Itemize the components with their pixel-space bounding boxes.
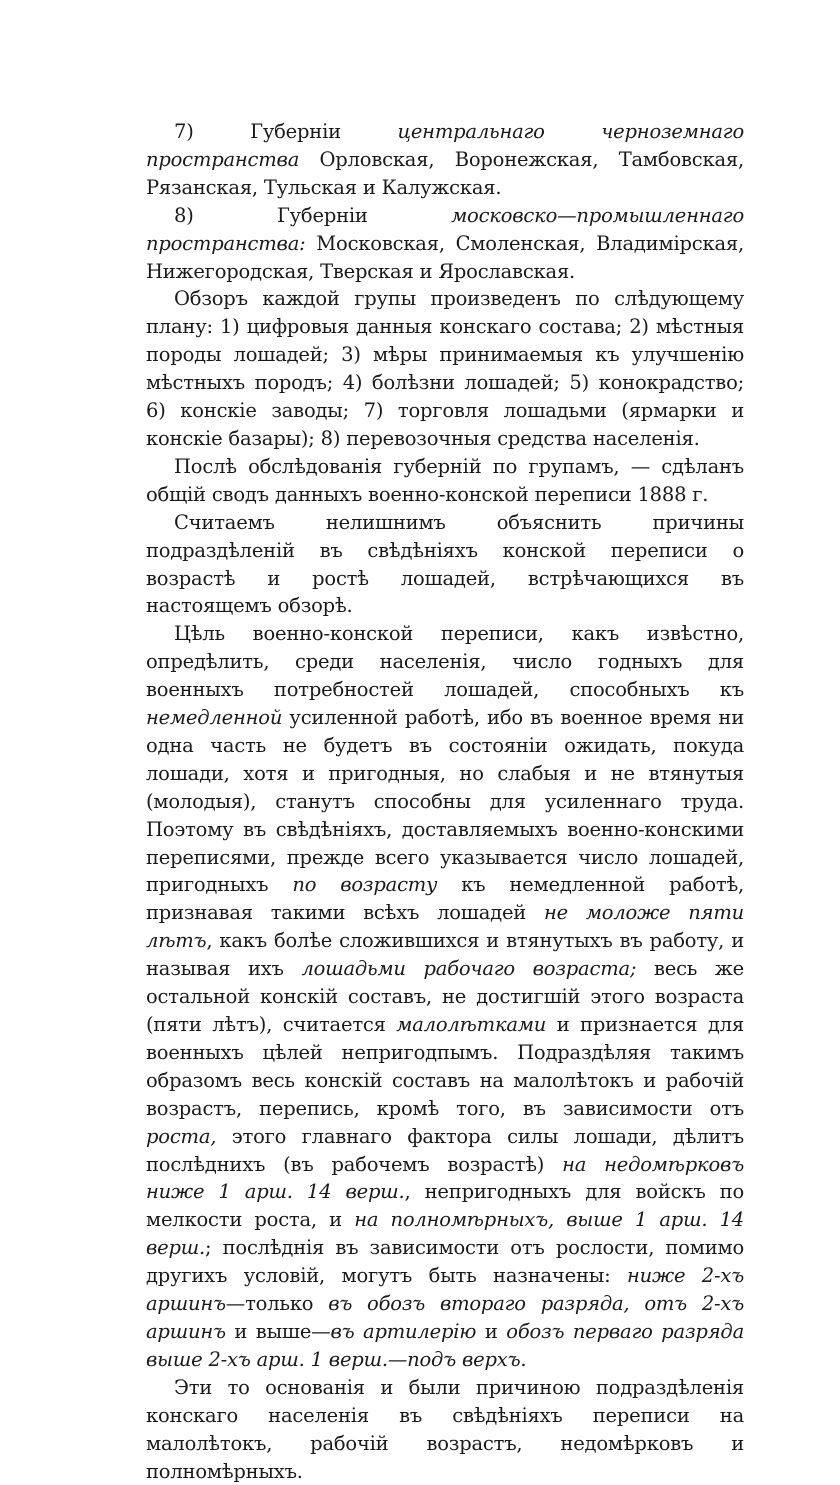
paragraph-guberniya-7 — [146, 118, 744, 202]
paragraph-general-summary — [146, 453, 744, 509]
text-run: весь же остальной конскій составъ, не достигшій этого возраста (пяти лѣтъ), считается — [146, 957, 744, 1036]
text-run: , непригодныхъ для войскъ по мелкости роста, и — [146, 1180, 744, 1232]
paragraph-explanation-intro — [146, 509, 744, 621]
text-run: Считаемъ нелишнимъ объяснить причины подраздѣленій въ свѣдѣніяхъ конской переписи о возрастѣ и ростѣ лошадей, встрѣчающихся въ настоящемъ обзорѣ. — [146, 510, 744, 618]
italic-run: въ артилерію — [330, 1319, 477, 1343]
italic-run: ниже 2-хъ аршинъ — [146, 1264, 744, 1316]
italic-run: въ обозъ втораго разряда, отъ 2-хъ аршинъ — [146, 1292, 745, 1343]
text-run: Обзоръ каждой групы произведенъ по слѣдующему плану: 1) цифровыя данныя конскаго состава; 2) мѣстныя породы лошадей; 3) мѣры принимаемыя къ улучшенію мѣстныхъ породъ; 4) болѣзни лошадей; 5) конокрадство; 6) конскіе заводы; 7) торговля лошадьми (ярмарки и конскіе базары); 8) перевозочныя средства населенія. — [146, 287, 744, 450]
text-run: этого главнаго фактора силы лошади, дѣлитъ послѣднихъ (въ рабочемъ возрастѣ) — [146, 1124, 744, 1176]
text-run: къ немедленной работѣ, признавая такими всѣхъ лошадей — [146, 873, 744, 925]
text-run: Цѣль военно-конской переписи, какъ извѣстно, опредѣлить, среди населенія, число годныхъ для военныхъ потребностей лошадей, способныхъ къ — [146, 622, 744, 702]
italic-run: центральнаго черноземнаго пространства — [146, 120, 744, 171]
italic-run: на недомѣрковъ ниже 1 арш. 14 верш. — [146, 1152, 744, 1204]
italic-run: роста, — [146, 1124, 217, 1148]
italic-run: обозъ перваго разряда выше 2-хъ арш. 1 верш.—подъ верхъ. — [146, 1319, 744, 1371]
text-run: Орловская, Воронежская, Тамбовская, Рязанская, Тульская и Калужская. — [146, 147, 744, 199]
italic-run: на полномѣрныхъ, выше 1 арш. 14 верш. — [146, 1208, 745, 1260]
text-run: 8) Губерніи — [174, 203, 452, 227]
paragraph-census-purpose — [146, 620, 744, 1373]
paragraph-guberniya-8 — [146, 202, 744, 286]
italic-run: по возрасту — [292, 873, 438, 897]
text-run: Эти то основанія и были причиною подраздѣленія конскаго населенія въ свѣдѣніяхъ переписи на малолѣтокъ, рабочій возрастъ, недомѣрковъ и полномѣрныхъ. — [146, 1375, 744, 1483]
italic-run: лошадьми рабочаго возраста; — [301, 957, 637, 981]
italic-run: немедленной — [146, 706, 283, 730]
text-run: 7) Губерніи — [174, 120, 398, 143]
text-run: —только — [225, 1292, 329, 1316]
text-run: , какъ болѣе сложившихся и втянутыхъ въ работу, и называя ихъ — [146, 929, 744, 981]
text-run: ; послѣднія въ зависимости отъ рослости, помимо другихъ условій, могутъ быть назначены: — [146, 1236, 744, 1288]
text-run: Московская, Смоленская, Владимірская, Нижегородская, Тверская и Ярославская. — [146, 231, 744, 283]
text-run: и — [476, 1319, 507, 1343]
paragraph-conclusion — [146, 1374, 744, 1485]
text-run: Послѣ обслѣдованія губерній по групамъ, — сдѣланъ общій сводъ данныхъ военно-конской переписи 1888 г. — [146, 454, 744, 506]
paragraph-review-plan — [146, 285, 744, 452]
italic-run: малолѣтками — [396, 1013, 547, 1036]
text-run: и признается для военныхъ цѣлей непригодпымъ. Подраздѣляя такимъ образомъ весь конскій составъ на малолѣтокъ и рабочій возрастъ, перепись, кромѣ того, въ зависимости отъ — [146, 1013, 744, 1120]
italic-run: московско—промышленнаго пространства: — [146, 203, 744, 255]
italic-run: не моложе пяти лѣтъ — [146, 901, 744, 953]
text-run: и выше— — [225, 1319, 331, 1343]
text-run: усиленной работѣ, ибо въ военное время ни одна часть не будетъ въ состояніи ожидать, покуда лошади, хотя и пригодныя, но слабыя и не втянутыя (молодыя), станутъ способны для усиленнаго труда. Поэтому въ свѣдѣніяхъ, доставляемыхъ военно-конскими переписями, прежде всего указывается число лошадей, пригодныхъ — [146, 706, 744, 897]
